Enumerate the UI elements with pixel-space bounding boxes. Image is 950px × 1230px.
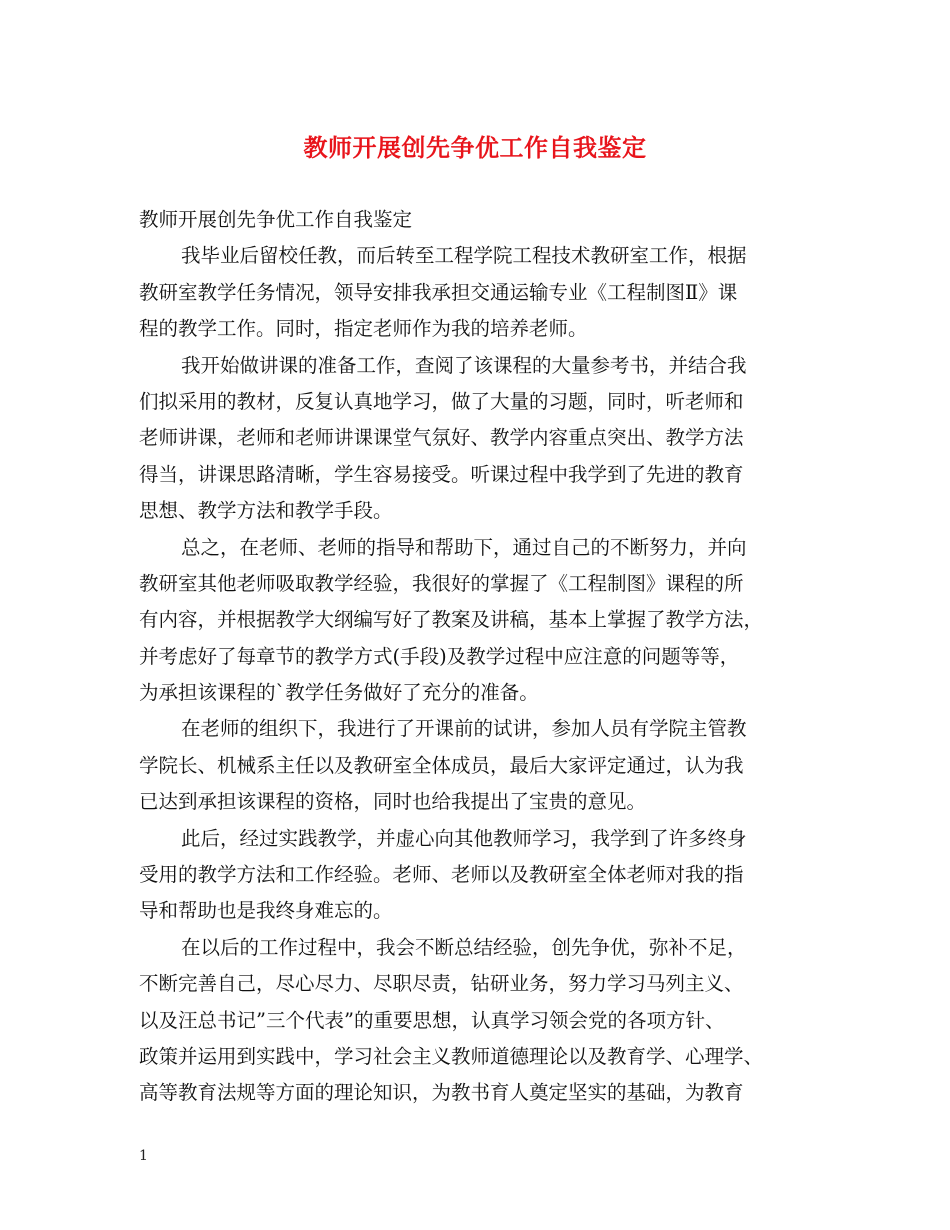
body-line: 在老师的组织下，我进行了开课前的试讲，参加人员有学院主管教 (181, 717, 747, 741)
body-line: 并考虑好了每章节的教学方式(手段)及教学过程中应注意的问题等等， (139, 644, 740, 668)
body-line: 们拟采用的教材，反复认真地学习，做了大量的习题，同时，听老师和 (139, 389, 744, 413)
document-body (139, 202, 824, 1112)
body-line: 政策并运用到实践中，学习社会主义教师道德理论以及教育学、心理学、 (139, 1044, 764, 1068)
body-line: 我开始做讲课的准备工作，查阅了该课程的大量参考书，并结合我 (181, 353, 747, 377)
body-line: 得当，讲课思路清晰，学生容易接受。听课过程中我学到了先进的教育 (139, 462, 744, 486)
body-line: 以及汪总书记”三个代表”的重要思想，认真学习领会党的各项方针、 (139, 1008, 725, 1032)
body-line: 思想、教学方法和教学手段。 (139, 499, 393, 523)
body-line: 程的教学工作。同时，指定老师作为我的培养老师。 (139, 317, 588, 341)
body-line: 受用的教学方法和工作经验。老师、老师以及教研室全体老师对我的指 (139, 863, 744, 887)
body-line: 高等教育法规等方面的理论知识，为教书育人奠定坚实的基础，为教育 (139, 1081, 744, 1105)
body-line: 我毕业后留校任教，而后转至工程学院工程技术教研室工作，根据 (181, 244, 747, 268)
document-title: 教师开展创先争优工作自我鉴定 (303, 133, 647, 162)
body-line: 为承担该课程的`教学任务做好了充分的准备。 (139, 681, 539, 705)
body-line: 教研室其他老师吸取教学经验，我很好的掌握了《工程制图》课程的所 (139, 571, 744, 595)
body-line: 教研室教学任务情况，领导安排我承担交通运输专业《工程制图Ⅱ》课 (139, 280, 738, 304)
body-line: 已达到承担该课程的资格，同时也给我提出了宝贵的意见。 (139, 790, 647, 814)
body-line: 老师讲课，老师和老师讲课课堂气氛好、教学内容重点突出、教学方法 (139, 426, 744, 450)
body-line: 此后，经过实践教学，并虚心向其他教师学习，我学到了许多终身 (181, 826, 747, 850)
body-line: 不断完善自己，尽心尽力、尽职尽责，钻研业务，努力学习马列主义、 (139, 972, 744, 996)
body-line: 教师开展创先争优工作自我鉴定 (139, 208, 413, 231)
body-line: 总之，在老师、老师的指导和帮助下，通过自己的不断努力，并向 (181, 535, 747, 559)
body-line: 有内容，并根据教学大纲编写好了教案及讲稿，基本上掌握了教学方法， (139, 608, 764, 632)
body-line: 学院长、机械系主任以及教研室全体成员，最后大家评定通过，认为我 (139, 753, 744, 777)
page-number: 1 (139, 1148, 148, 1164)
body-line: 导和帮助也是我终身难忘的。 (139, 899, 393, 923)
body-line: 在以后的工作过程中，我会不断总结经验，创先争优，弥补不足， (181, 935, 747, 959)
